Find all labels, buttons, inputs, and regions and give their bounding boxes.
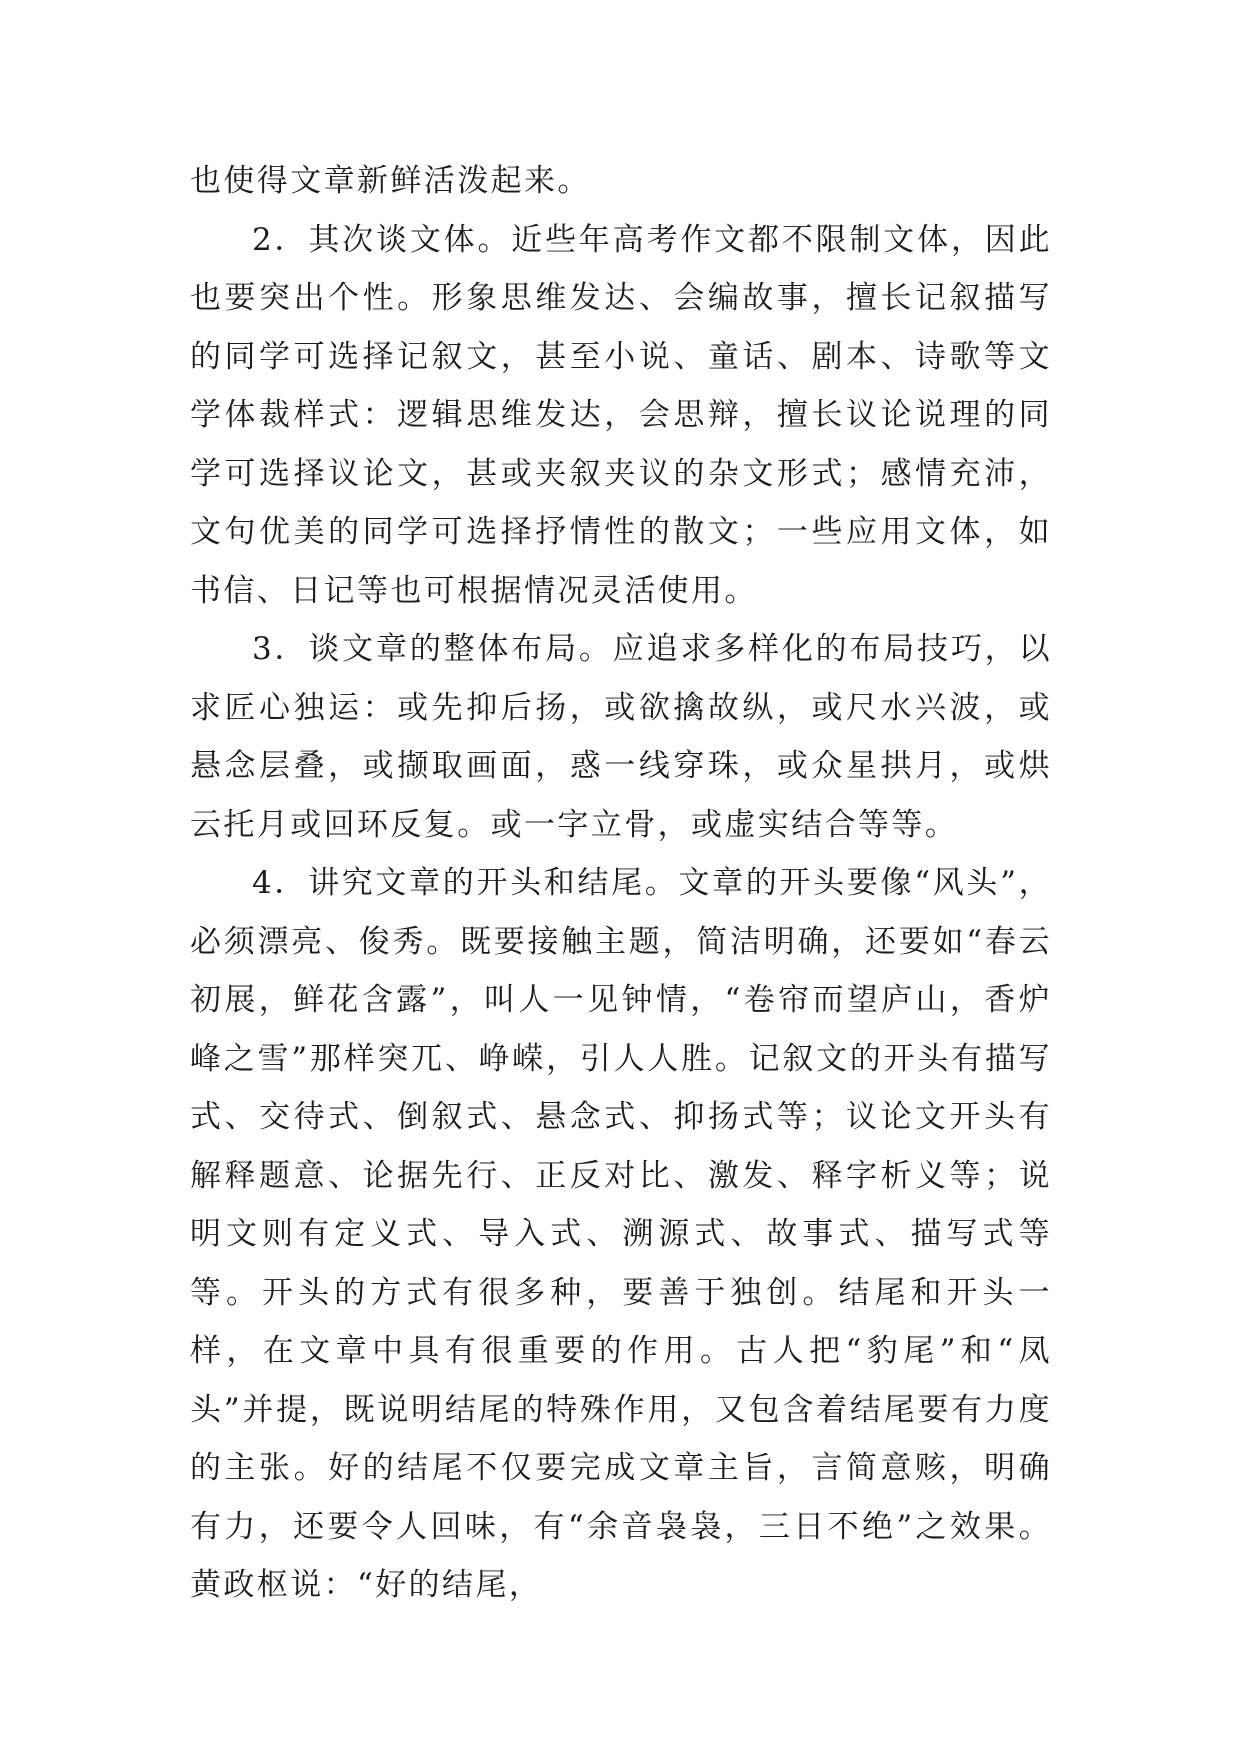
paragraph-4: 4．讲究文章的开头和结尾。文章的开头要像“风头”，必须漂亮、俊秀。既要接触主题，简洁明确，还要如“春云初展，鲜花含露”，叫人一见钟情，“卷帘而望庐山，香炉峰之雪”那样突兀、峥嵘，引人人胜。记叙文的开头有描写式、交待式、倒叙式、悬念式、抑扬式等；议论文开头有解释题意、论据先行、正反对比、激发、释字析义等；说明文则有定义式、导入式、溯源式、故事式、描写式等等。开头的方式有很多种，要善于独创。结尾和开头一样，在文章中具有很重要的作用。古人把“豹尾”和“凤头”并提，既说明结尾的特殊作用，又包含着结尾要有力度的主张。好的结尾不仅要完成文章主旨，言简意赅，明确有力，还要令人回味，有“余音袅袅，三日不绝”之效果。黄政枢说：“好的结尾，: [190, 865, 1052, 1603]
paragraph-3: 3．谈文章的整体布局。应追求多样化的布局技巧，以求匠心独运：或先抑后扬，或欲擒故纵，或尺水兴波，或悬念层叠，或撷取画面，惑一线穿珠，或众星拱月，或烘云托月或回环反复。或一字立骨，或虚实结合等等。: [190, 631, 1052, 843]
paragraph-2: 2．其次谈文体。近些年高考作文都不限制文体，因此也要突出个性。形象思维发达、会编故事，擅长记叙描写的同学可选择记叙文，甚至小说、童话、剧本、诗歌等文学体裁样式：逻辑思维发达，会思辩，擅长议论说理的同学可选择议论文，甚或夹叙夹议的杂文形式；感情充沛，文句优美的同学可选择抒情性的散文；一些应用文体，如书信、日记等也可根据情况灵活使用。: [190, 221, 1052, 609]
body-text: [190, 152, 1052, 1615]
paragraph-1: 也使得文章新鲜活泼起来。: [190, 163, 591, 199]
